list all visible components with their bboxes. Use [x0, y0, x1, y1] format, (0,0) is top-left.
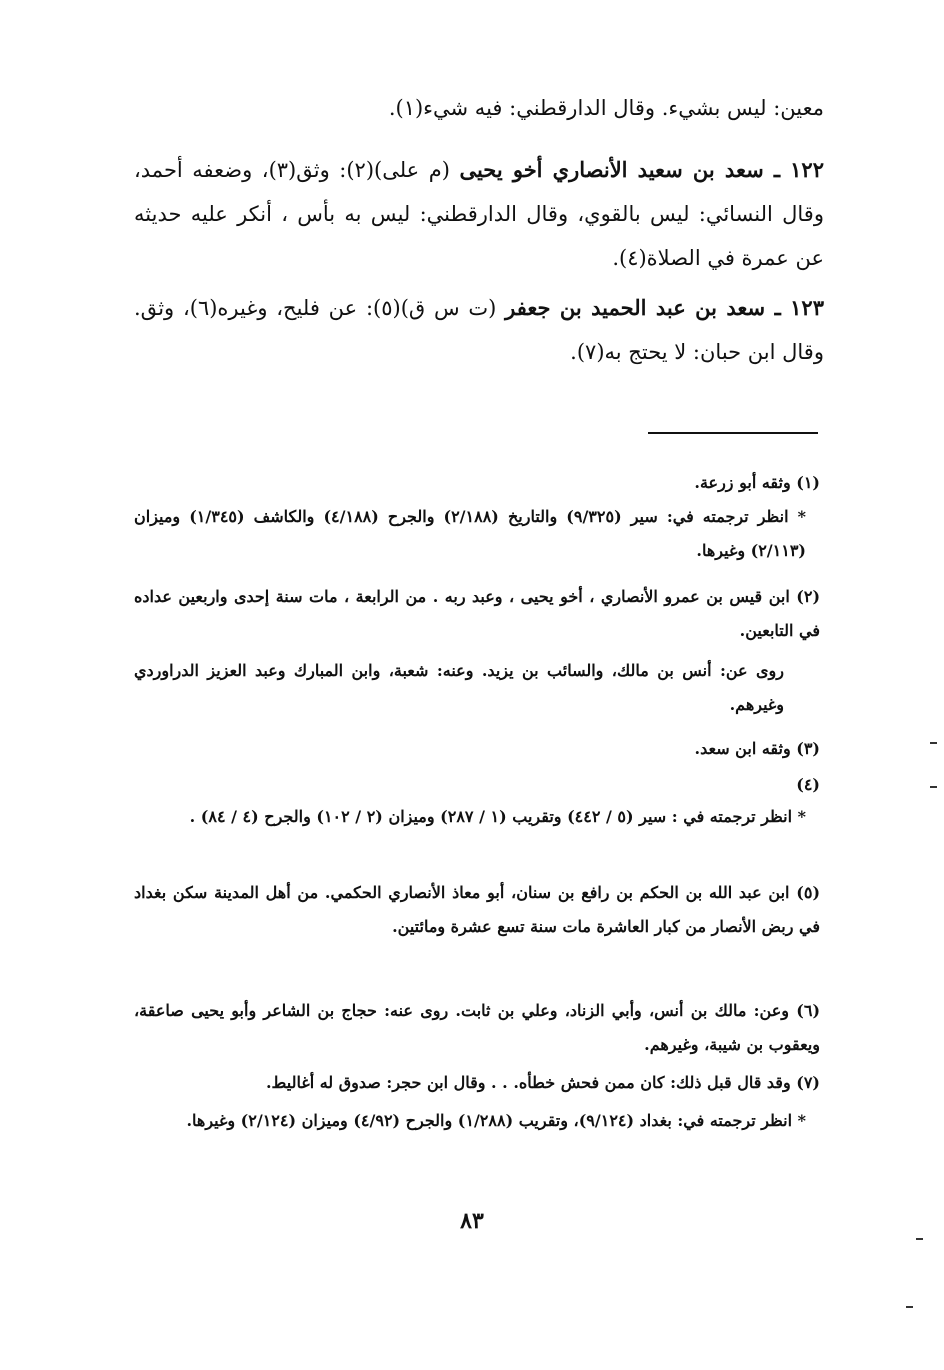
paragraph-text: معين: ليس بشيء. وقال الدارقطني: فيه شيء(١).: [388, 96, 824, 120]
entry-text: (ت س ق)(٥): عن فليح، وغيره(٦)، وثق. وقال ابن حبان: لا يحتج به(٧).: [134, 296, 824, 364]
footnote-5: (٥) ابن عبد الله بن الحكم بن رافع بن سنان، أبو معاذ الأنصاري الحكمي. من أهل المدينة سكن بغداد في ربض الأنصار من كبار العاشرة مات سنة تسع عشرة ومائتين.: [134, 883, 821, 936]
footnote-2: (٢) ابن قيس بن عمرو الأنصاري ، أخو يحيى ، وعبد ربه . من الرابعة ، مات سنة إحدى واربعين عداده في التابعين.: [134, 587, 821, 640]
footnote-1-reference: * انظر ترجمته في: سير (٩/٣٢٥) والتاريخ (٢/١٨٨) والجرح (٤/١٨٨) والكاشف (١/٣٤٥) وميزان (٢/١١٣) وغيرها.: [134, 507, 806, 560]
entry-123: [134, 286, 824, 374]
footnote-separator: [648, 432, 818, 434]
footnote-7: (٧) وقد قال قبل ذلك: كان ممن فحش خطأه. . . وقال ابن حجر: صدوق له أغاليط.: [265, 1073, 820, 1092]
footnote-7-reference: * انظر ترجمته في: بغداد (٩/١٢٤)، وتقريب (١/٢٨٨) والجرح (٤/٩٢) وميزان (٢/١٢٤) وغيرها.: [186, 1111, 806, 1130]
scan-mark: [916, 1238, 923, 1240]
entry-heading: ١٢٢ ـ سعد بن سعيد الأنصاري أخو يحيى: [459, 157, 824, 182]
footnote-6: (٦) وعن: مالك بن أنس، وأبي الزناد، وعلي بن ثابت. روى عنه: حجاج بن الشاعر وأبو يحيى صاعقة، ويعقوب بن شيبة، وغيرهم.: [134, 1001, 821, 1054]
footnote-4-reference: * انظر ترجمته في : سير (٥ / ٤٤٢) وتقريب (١ / ٢٨٧) وميزان (٢ / ١٠٢) والجرح (٤ / ٨٤) .: [189, 807, 806, 826]
page-number: ٨٣: [460, 1208, 484, 1234]
footnote-2-narrators: روى عن: أنس بن مالك، والسائب بن يزيد. وعنه: شعبة، وابن المبارك وعبد العزيز الدراوردي وغيرهم.: [134, 661, 784, 714]
text-paragraph-1: [134, 86, 824, 130]
footnote-1: (١) وثقه أبو زرعة.: [694, 473, 820, 492]
scan-mark: [906, 1306, 913, 1308]
scan-mark: [930, 786, 937, 788]
entry-heading: ١٢٣ ـ سعد بن عبد الحميد بن جعفر: [505, 295, 824, 320]
footnote-4: (٤): [796, 775, 820, 794]
entry-text: (م على)(٢): وثق(٣)، وضعفه أحمد، وقال النسائي: ليس بالقوي، وقال الدارقطني: ليس به بأس ، أنكر عليه حديثه عن عمرة في الصلاة(٤).: [134, 158, 824, 270]
footnote-3: (٣) وثقه ابن سعد.: [694, 739, 820, 758]
scan-mark: [930, 742, 937, 744]
entry-122: [134, 148, 824, 280]
